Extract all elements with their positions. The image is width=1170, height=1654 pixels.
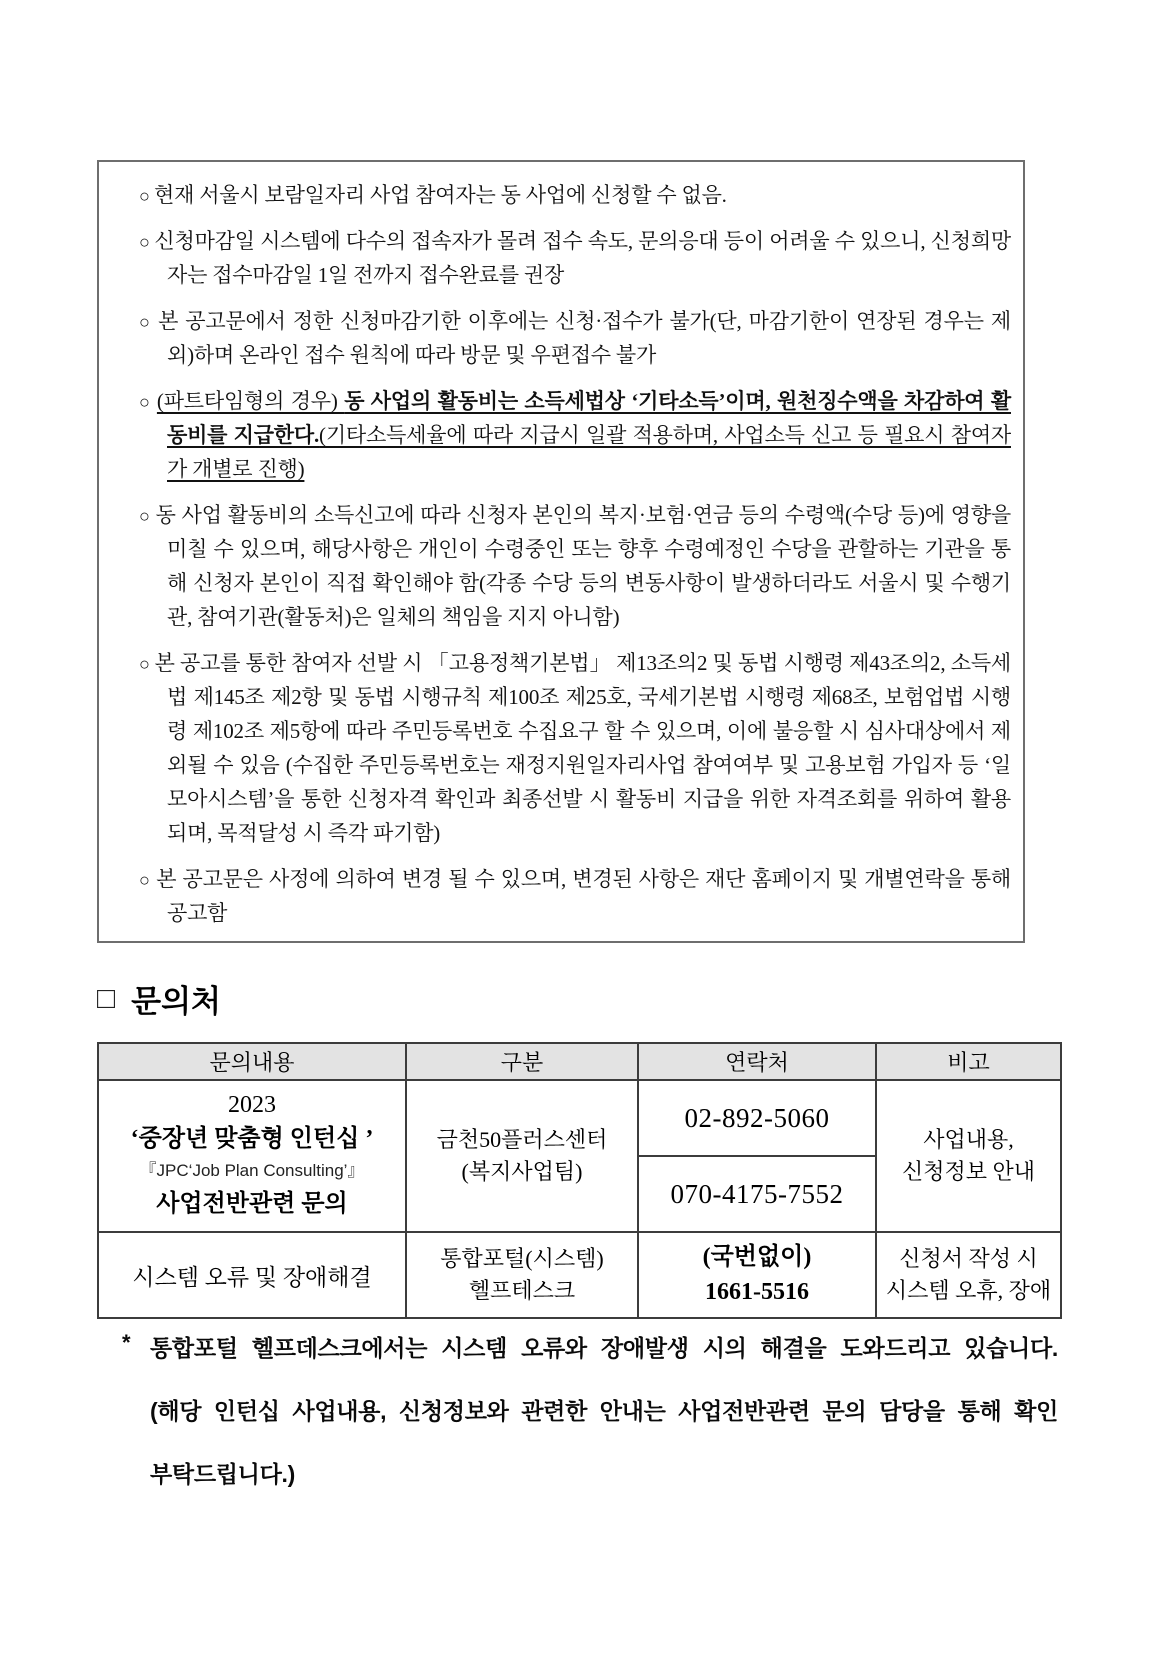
cell-note-system [876, 1232, 1061, 1318]
circle-bullet-icon: ○ [139, 654, 155, 675]
cell-phone-primary: 02-892-5060 [638, 1080, 876, 1156]
contact-table [97, 1042, 1062, 1319]
footnote [120, 1330, 1058, 1519]
square-bullet-icon: □ [97, 981, 116, 1015]
contact-line: (국번없이) [702, 1244, 812, 1271]
program-year: 2023 [228, 1091, 276, 1118]
division-line: (복지사업팀) [461, 1159, 583, 1184]
note-line: 사업내용, [923, 1127, 1014, 1153]
notice-item: ○ 신청마감일 시스템에 다수의 접속자가 몰려 접수 속도, 문의응대 등이 어려울 수 있으니, 신청희망자는 접수마감일 1일 전까지 접수완료를 권장 [139, 229, 1011, 288]
notice-item: ○ 현재 서울시 보람일자리 사업 참여자는 동 사업에 신청할 수 없음. [139, 183, 727, 207]
notice-box [97, 160, 1025, 943]
contact-line: 1661-5516 [705, 1279, 809, 1305]
table-row [98, 1232, 1061, 1318]
cell-inquiry-system: 시스템 오류 및 장애해결 [98, 1232, 406, 1318]
circle-bullet-icon: ○ [139, 186, 154, 206]
table-header-row [98, 1043, 1061, 1080]
notice-item: ○ 본 공고를 통한 참여자 선발 시 「고용정책기본법」 제13조의2 및 동법 시행령 제43조의2, 소득세법 제145조 제2항 및 동법 시행규칙 제100조 제25호, 국세기본법 시행령 제68조, 보험업법 시행령 제102조 제5항에 따라 주민등록번호 수집요구 할 수 있으며, 이에 불응할 시 심사대상에서 제외될 수 있음 (수집한 주민등록번호는 재정지원일자리사업 참여여부 및 고용보험 가입자 등 ‘일모아시스템’을 통한 신청자격 확인과 최종선발 시 활동비 지급을 위한 자격조회를 위하여 활용되며, 목적달성 시 즉각 파기함) [139, 651, 1011, 846]
column-header-division: 구분 [406, 1043, 638, 1080]
footnote-line: (해당 인턴십 사업내용, 신청정보와 관련한 안내는 사업전반관련 문의 담당을 통해 확인 [150, 1398, 1058, 1424]
division-line: 헬프테스크 [468, 1278, 576, 1303]
notice-item: ○ 동 사업 활동비의 소득신고에 따라 신청자 본인의 복지·보험·연금 등의 수령액(수당 등)에 영향을 미칠 수 있으며, 해당사항은 개인이 수령중인 또는 향후 수령예정인 수당을 관할하는 기관을 통해 신청자 본인이 직접 확인해야 함(각종 수당 등의 변동사항이 발생하더라도 서울시 및 수행기관, 참여기관(활동처)은 일체의 책임을 지지 아니함) [139, 503, 1011, 630]
notice-item: ○ 본 공고문은 사정에 의하여 변경 될 수 있으며, 변경된 사항은 재단 홈페이지 및 개별연락을 통해 공고함 [139, 867, 1011, 926]
section-title: 문의처 [131, 984, 221, 1019]
cell-inquiry-program [98, 1080, 406, 1232]
table-row [98, 1080, 1061, 1156]
cell-division-helpdesk [406, 1232, 638, 1318]
cell-phone-helpdesk [638, 1232, 876, 1318]
cell-note-program [876, 1080, 1061, 1232]
division-line: 통합포털(시스템) [440, 1246, 604, 1272]
footnote-line: 통합포털 헬프데스크에서는 시스템 오류와 장애발생 시의 해결을 도와드리고 있습니다. [150, 1335, 1058, 1361]
note-line: 신청서 작성 시 [899, 1246, 1038, 1272]
circle-bullet-icon: ○ [139, 392, 157, 413]
column-header-note: 비고 [876, 1043, 1061, 1080]
circle-bullet-icon: ○ [139, 232, 155, 253]
cell-phone-secondary: 070-4175-7552 [638, 1156, 876, 1232]
column-header-contact: 연락처 [638, 1043, 876, 1080]
notice-item: ○ 본 공고문에서 정한 신청마감기한 이후에는 신청·접수가 불가(단, 마감기한이 연장된 경우는 제외)하며 온라인 접수 원칙에 따라 방문 및 우편접수 불가 [139, 309, 1011, 368]
note-line: 신청정보 안내 [901, 1159, 1035, 1184]
circle-bullet-icon: ○ [139, 506, 156, 527]
cell-division-center [406, 1080, 638, 1232]
program-inquiry-type: 사업전반관련 문의 [156, 1191, 348, 1218]
asterisk-marker: * [122, 1330, 131, 1355]
column-header-inquiry: 문의내용 [98, 1043, 406, 1080]
program-name: ‘중장년 맞춤형 인턴십 ’ [130, 1126, 374, 1153]
notice-item: ○ (파트타임형의 경우) 동 사업의 활동비는 소득세법상 ‘기타소득’이며, 원천징수액을 차감하여 활동비를 지급한다.(기타소득세율에 따라 지급시 일괄 적용하며, 사업소득 신고 등 필요시 참여자가 개별로 진행) [139, 389, 1011, 482]
program-subname: 『JPC‘Job Plan Consulting’』 [139, 1161, 365, 1181]
footnote-line: 부탁드립니다.) [150, 1461, 295, 1487]
note-line: 시스템 오휴, 장애 [885, 1278, 1052, 1303]
circle-bullet-icon: ○ [139, 312, 159, 333]
division-line: 금천50플러스센터 [436, 1127, 608, 1153]
section-heading [97, 976, 221, 1021]
circle-bullet-icon: ○ [139, 870, 157, 891]
